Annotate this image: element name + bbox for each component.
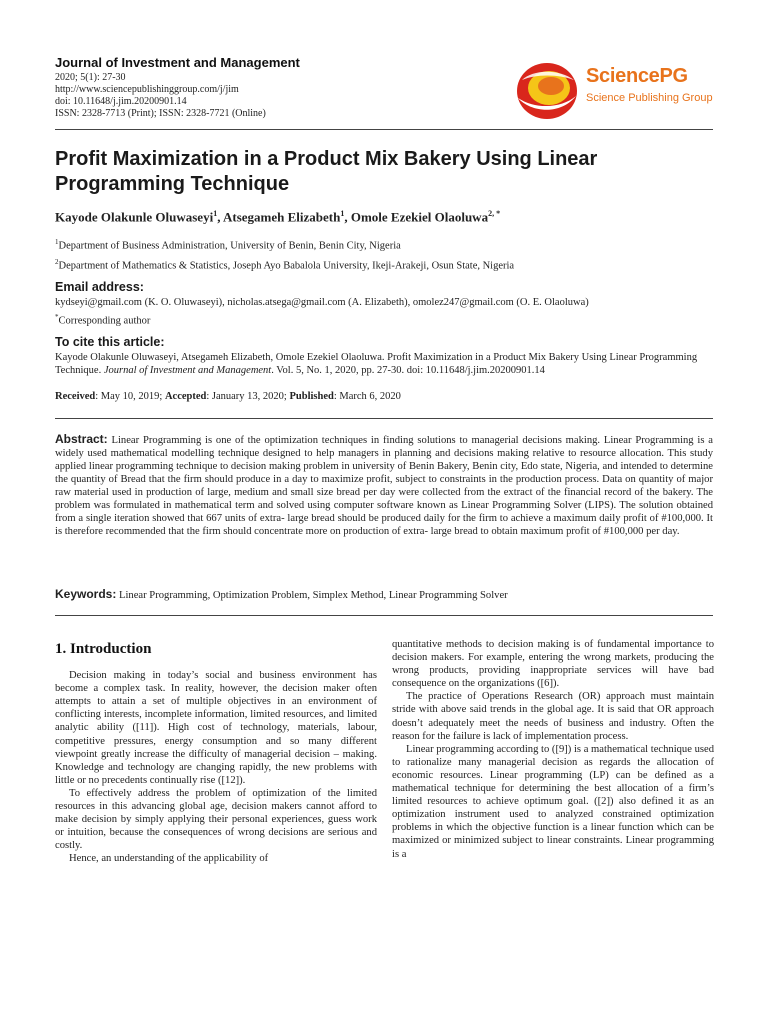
published-date: : March 6, 2020 bbox=[333, 391, 401, 402]
journal-name: Journal of Investment and Management bbox=[55, 55, 300, 70]
affiliation-mark: 2 bbox=[55, 258, 59, 266]
author-name: Kayode Olakunle Oluwaseyi bbox=[55, 209, 214, 225]
abstract bbox=[55, 433, 713, 538]
citation-tail: . Vol. 5, No. 1, 2020, pp. 27-30. doi: 10.11648/j.jim.20200901.14 bbox=[271, 365, 545, 376]
header-divider bbox=[55, 129, 713, 130]
accepted-label: Accepted bbox=[164, 391, 207, 402]
affiliation-text: Department of Business Administration, University of Benin, Benin City, Nigeria bbox=[58, 240, 401, 252]
body-paragraph: quantitative methods to decision making is of fundamental importance to decision makers. For example, entering the wrong markets, producing the wrong products, providing inappropriate services will have bad consequence on the organizations ([6]). bbox=[392, 639, 714, 690]
citation-text bbox=[55, 351, 715, 377]
publication-dates bbox=[55, 390, 715, 403]
citation-journal: Journal of Investment and Management bbox=[103, 365, 272, 376]
logo-subtitle: Science Publishing Group bbox=[586, 92, 713, 104]
sciencepg-logo bbox=[514, 60, 714, 120]
body-column-left bbox=[55, 643, 377, 866]
received-date: : May 10, 2019; bbox=[95, 391, 165, 402]
published-label: Published bbox=[289, 391, 334, 402]
body-paragraph: To effectively address the problem of optimization of the limited resources in this advancing global age, decision makers cannot afford to make decision by simply applying their personal experiences, guess work or intuition, because the consequences of wrong decisions are serious and costly. bbox=[55, 787, 377, 852]
affiliation bbox=[55, 238, 715, 252]
journal-url[interactable]: http://www.sciencepublishinggroup.com/j/jim bbox=[55, 84, 239, 95]
keywords-label: Keywords: bbox=[55, 587, 117, 601]
body-column-right bbox=[392, 638, 714, 861]
body-paragraph: Hence, an understanding of the applicability of bbox=[69, 853, 269, 865]
affiliation bbox=[55, 258, 715, 272]
body-paragraph: Linear programming according to ([9]) is a mathematical technique used to rationalize many managerial decision as regards the allocation of economic resources. Linear programming (LP) can be defined as a mathematical technique for determining the best allocation of a firm’s limited resources to achieve optimum goal. ([2]) also defined it as an optimization instrument used to analyzed constrained optimization problems in which the objective function is a linear function which can be maximized or minimized subject to linear constraints. Linear programming is a bbox=[392, 743, 714, 860]
affiliation-mark: 1 bbox=[55, 238, 59, 246]
abstract-text: Linear Programming is one of the optimization techniques in finding solutions to managerial decisions making. Linear Programming is a widely used mathematical modelling technique designed to help managers in planning and decisions making relative to resource allocation. This study applied linear programming technique to decision making problem in university of Benin Bakery, Benin city, Edo state, Nigeria, and intended to determine the quantity of Bread that the firm should produce in a day to maximize profit, subject to constraints in the production process. Data on quantity of major raw material used in production of large, medium and small size bread per day were collected from the extract of the financial record of the bakery. The problem was formulated in mathematical term and solved using computer software known as Linear Programming Solver (LIPS). The solution obtained from a single iteration showed that 667 units of extra- large bread should be produced daily for the firm to achieve a maximum daily profit of #100,000. It is therefore recommended that the firm should concentrate more on production of extra- large bread to obtain maximum profit of #100,000 per day. bbox=[55, 435, 713, 537]
sciencepg-logo-icon bbox=[514, 60, 580, 122]
body-paragraph: Decision making in today’s social and business environment has become a complex task. In reality, however, the decision maker often attempts to attain a set of multiple objectives in an environment of conflicting interests, incomplete information, limited resources, and limited analytic ability ([11]). High cost of technology, materials, labour, competitive pressures, energy consumption and so many different viewpoint greatly increase the difficulty of managerial decision – making. Knowledge and technology are changing rapidly, the new problems with little or no precedents continually rise ([12]). bbox=[55, 670, 377, 786]
received-label: Received bbox=[55, 391, 96, 402]
journal-issn: ISSN: 2328-7713 (Print); ISSN: 2328-7721 (Online) bbox=[55, 108, 266, 119]
corresponding-mark: * bbox=[55, 313, 59, 321]
affiliation-text: Department of Mathematics & Statistics, Joseph Ayo Babalola University, Ikeji-Arakeji, Osun State, Nigeria bbox=[58, 260, 515, 272]
author-name: Atsegameh Elizabeth bbox=[223, 209, 341, 225]
corresponding-text: Corresponding author bbox=[58, 315, 151, 327]
abstract-top-divider bbox=[55, 418, 713, 419]
author-affil-mark: 2, * bbox=[488, 209, 501, 218]
email-heading: Email address: bbox=[55, 280, 144, 294]
accepted-date: : January 13, 2020; bbox=[206, 391, 290, 402]
journal-header bbox=[55, 55, 475, 120]
citation-main: Kayode Olakunle Oluwaseyi, Atsegameh Elizabeth, Omole Ezekiel Olaoluwa. Profit Maximization in a Product Mix Bakery Using Linear Programming Technique. bbox=[55, 352, 698, 376]
journal-issue: 2020; 5(1): 27-30 bbox=[55, 72, 126, 83]
author-name: Omole Ezekiel Olaoluwa bbox=[350, 209, 489, 225]
section-heading-introduction: 1. Introduction bbox=[55, 641, 152, 657]
paper-title: Profit Maximization in a Product Mix Bakery Using Linear Programming Technique bbox=[55, 148, 598, 195]
author-affil-mark: 1 bbox=[213, 209, 218, 218]
logo-name: SciencePG bbox=[586, 65, 688, 87]
keywords-bottom-divider bbox=[55, 615, 713, 616]
keywords-text: Linear Programming, Optimization Problem, Simplex Method, Linear Programming Solver bbox=[119, 590, 508, 601]
author-list: Kayode Olakunle Oluwaseyi$^1$, Atsegameh Elizabeth$^1$, Omole Ezekiel Olaoluwa$^{2, *}$ bbox=[55, 209, 501, 225]
journal-doi: doi: 10.11648/j.jim.20200901.14 bbox=[55, 96, 187, 107]
author-affil-mark: 1 bbox=[340, 209, 345, 218]
cite-heading: To cite this article: bbox=[55, 335, 165, 349]
email-list[interactable]: kydseyi@gmail.com (K. O. Oluwaseyi), nicholas.atsega@gmail.com (A. Elizabeth), omolez247@gmail.com (O. E. Olaoluwa) bbox=[55, 297, 589, 308]
corresponding-note bbox=[55, 311, 715, 328]
abstract-label: Abstract: bbox=[55, 432, 108, 446]
body-paragraph: The practice of Operations Research (OR) approach must maintain stride with above said trends in the global age. It is said that OR approach doesn’t adequately meet the needs of business and industry. Often the reason for the failure is lack of implementation process. bbox=[392, 691, 714, 742]
keywords bbox=[55, 587, 713, 601]
